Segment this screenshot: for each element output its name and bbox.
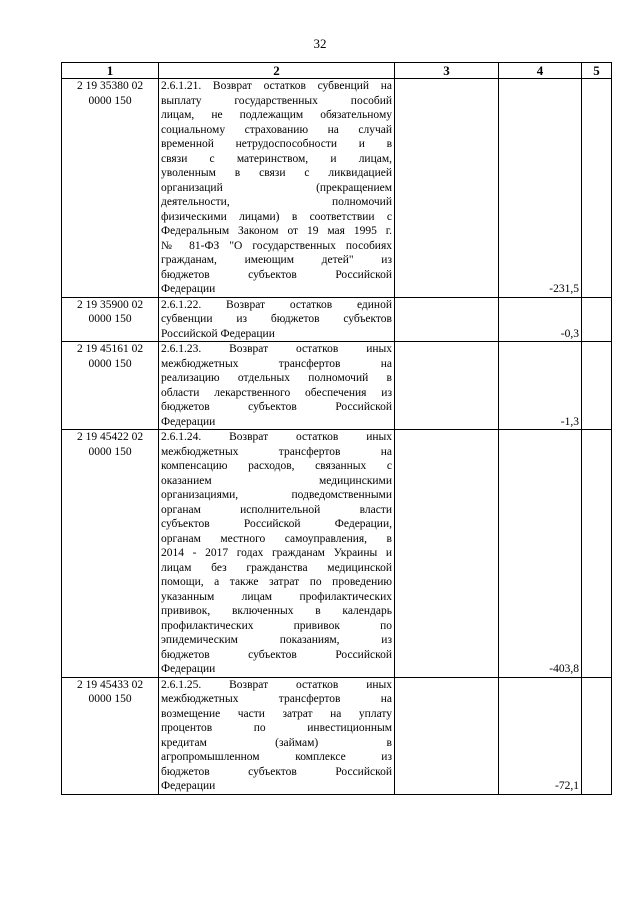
column-header-4: 4 bbox=[499, 63, 582, 79]
budget-code-cell bbox=[62, 79, 159, 298]
description-line: прививок, включенных в календарь bbox=[161, 605, 392, 617]
description-cell bbox=[159, 297, 395, 342]
column-header-3: 3 bbox=[395, 63, 499, 79]
table-header bbox=[62, 63, 612, 79]
amount-cell: -0,3 bbox=[499, 297, 582, 342]
description-line: межбюджетных трансфертов на bbox=[161, 693, 392, 705]
description-line: деятельности, полномочий bbox=[161, 196, 392, 208]
description-line: компенсацию расходов, связанных с bbox=[161, 460, 392, 472]
description-line: оказанием медицинскими bbox=[161, 474, 392, 487]
budget-code-line: 2 19 35380 02 bbox=[76, 80, 144, 92]
description-line: бюджетов субъектов Российской bbox=[161, 648, 392, 661]
column-5-cell bbox=[582, 79, 612, 298]
column-5-cell bbox=[582, 342, 612, 430]
column-header-5: 5 bbox=[582, 63, 612, 79]
column-3-cell bbox=[395, 677, 499, 794]
description-cell bbox=[159, 677, 395, 794]
table-row bbox=[62, 79, 612, 298]
description-line: Федерации bbox=[161, 663, 216, 675]
budget-code-line: 0000 150 bbox=[88, 445, 132, 458]
description-line: лицам, не подлежащим обязательному bbox=[161, 109, 392, 121]
budget-code-cell bbox=[62, 430, 159, 678]
budget-code-line: 0000 150 bbox=[88, 357, 132, 370]
description-line: организациями, подведомственными bbox=[161, 489, 392, 501]
description-line: связи с материнством, и лицам, bbox=[161, 152, 392, 165]
description-line: бюджетов субъектов Российской bbox=[161, 401, 392, 413]
description-line: 2.6.1.23. Возврат остатков иных bbox=[161, 343, 392, 355]
description-line: временной нетрудоспособности и в bbox=[161, 138, 392, 150]
header-row bbox=[62, 63, 612, 79]
description-line: межбюджетных трансфертов на bbox=[161, 445, 392, 458]
budget-code-cell bbox=[62, 677, 159, 794]
budget-code-line: 2 19 35900 02 bbox=[76, 298, 144, 311]
description-line: органам исполнительной власти bbox=[161, 503, 392, 516]
description-line: Российской Федерации bbox=[161, 327, 275, 340]
table-row bbox=[62, 297, 612, 342]
description-line: уволенным в связи с ликвидацией bbox=[161, 167, 392, 179]
amount-cell: -1,3 bbox=[499, 342, 582, 430]
budget-code-line: 0000 150 bbox=[88, 313, 132, 325]
description-line: выплату государственных пособий bbox=[161, 94, 392, 107]
description-line: кредитам (займам) в bbox=[161, 736, 392, 749]
description-line: реализацию отдельных полномочий в bbox=[161, 372, 392, 384]
description-line: гражданам, имеющим детей" из bbox=[161, 254, 392, 266]
description-cell bbox=[159, 342, 395, 430]
table-row bbox=[62, 342, 612, 430]
description-line: 2.6.1.21. Возврат остатков субвенций на bbox=[161, 80, 392, 92]
description-line: № 81-ФЗ "О государственных пособиях bbox=[161, 239, 392, 252]
description-line: 2.6.1.25. Возврат остатков иных bbox=[161, 678, 392, 691]
budget-code-line: 2 19 45161 02 bbox=[76, 343, 144, 355]
amount-cell: -231,5 bbox=[499, 79, 582, 298]
budget-code-line: 2 19 45433 02 bbox=[76, 678, 144, 691]
column-3-cell bbox=[395, 79, 499, 298]
amount-cell: -72,1 bbox=[499, 677, 582, 794]
table-row bbox=[62, 430, 612, 678]
column-5-cell bbox=[582, 430, 612, 678]
table-body bbox=[62, 79, 612, 795]
budget-code-line: 0000 150 bbox=[88, 693, 132, 705]
description-line: бюджетов субъектов Российской bbox=[161, 268, 392, 281]
description-line: бюджетов субъектов Российской bbox=[161, 765, 392, 778]
column-3-cell bbox=[395, 342, 499, 430]
description-line: Федерации bbox=[161, 415, 216, 428]
description-line: Федеральным Законом от 19 мая 1995 г. bbox=[161, 225, 392, 237]
description-line: физическими лицами) в соответствии с bbox=[161, 210, 392, 223]
description-line: возмещение части затрат на уплату bbox=[161, 707, 392, 720]
description-line: указанным лицам профилактических bbox=[161, 590, 392, 603]
budget-code-line: 2 19 45422 02 bbox=[76, 431, 144, 443]
description-line: 2014 - 2017 годах гражданам Украины и bbox=[161, 547, 392, 559]
description-line: субвенции из бюджетов субъектов bbox=[161, 313, 392, 325]
column-3-cell bbox=[395, 430, 499, 678]
budget-code-line: 0000 150 bbox=[88, 94, 132, 107]
description-cell bbox=[159, 79, 395, 298]
description-line: эпидемическим показаниям, из bbox=[161, 634, 392, 646]
column-5-cell bbox=[582, 297, 612, 342]
budget-code-cell bbox=[62, 297, 159, 342]
column-3-cell bbox=[395, 297, 499, 342]
description-line: помощи, а также затрат по проведению bbox=[161, 576, 392, 588]
description-line: органам местного самоуправления, в bbox=[161, 532, 392, 545]
description-line: социальному страхованию на случай bbox=[161, 123, 392, 136]
description-line: процентов по инвестиционным bbox=[161, 722, 392, 734]
budget-code-cell bbox=[62, 342, 159, 430]
description-line: организаций (прекращением bbox=[161, 181, 392, 194]
page-number: 32 bbox=[313, 36, 327, 51]
description-line: 2.6.1.24. Возврат остатков иных bbox=[161, 431, 392, 443]
amount-cell: -403,8 bbox=[499, 430, 582, 678]
description-line: агропромышленном комплексе из bbox=[161, 751, 392, 763]
description-cell bbox=[159, 430, 395, 678]
description-line: Федерации bbox=[161, 283, 216, 295]
table-row bbox=[62, 677, 612, 794]
budget-table bbox=[61, 62, 612, 795]
description-line: Федерации bbox=[161, 780, 216, 792]
description-line: лицам без гражданства медицинской bbox=[161, 561, 392, 574]
description-line: области лекарственного обеспечения из bbox=[161, 386, 392, 399]
description-line: 2.6.1.22. Возврат остатков единой bbox=[161, 298, 392, 311]
column-header-2: 2 bbox=[159, 63, 395, 79]
column-5-cell bbox=[582, 677, 612, 794]
column-header-1: 1 bbox=[62, 63, 159, 79]
description-line: субъектов Российской Федерации, bbox=[161, 518, 392, 530]
description-line: профилактических прививок по bbox=[161, 619, 392, 632]
description-line: межбюджетных трансфертов на bbox=[161, 357, 392, 370]
